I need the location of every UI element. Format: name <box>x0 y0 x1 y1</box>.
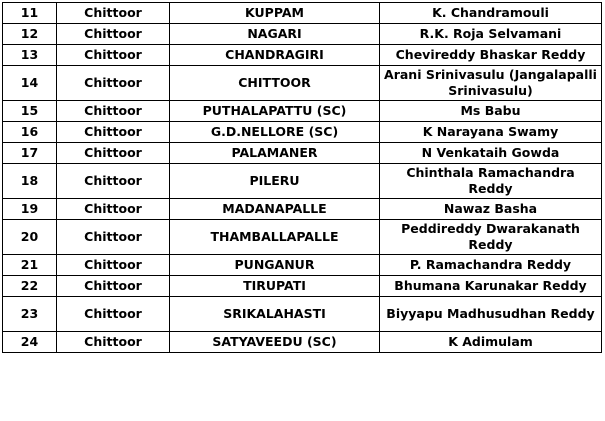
candidate-list <box>2 2 602 353</box>
constituency-cell: SATYAVEEDU (SC) <box>170 332 380 353</box>
table-row <box>3 122 602 143</box>
candidate-name-cell: Arani Srinivasulu (Jangalapalli Srinivasulu) <box>380 66 602 101</box>
candidate-name-cell: K Narayana Swamy <box>380 122 602 143</box>
table-row <box>3 143 602 164</box>
district-cell: Chittoor <box>57 3 170 24</box>
serial-number-cell: 23 <box>3 297 57 332</box>
candidate-name-cell: Bhumana Karunakar Reddy <box>380 276 602 297</box>
constituency-cell: CHANDRAGIRI <box>170 45 380 66</box>
district-cell: Chittoor <box>57 101 170 122</box>
constituency-cell: PALAMANER <box>170 143 380 164</box>
candidate-name-cell: Biyyapu Madhusudhan Reddy <box>380 297 602 332</box>
serial-number-cell: 13 <box>3 45 57 66</box>
district-cell: Chittoor <box>57 122 170 143</box>
serial-number-cell: 19 <box>3 199 57 220</box>
constituency-cell: NAGARI <box>170 24 380 45</box>
district-cell: Chittoor <box>57 332 170 353</box>
constituency-cell: SRIKALAHASTI <box>170 297 380 332</box>
candidate-name-cell: R.K. Roja Selvamani <box>380 24 602 45</box>
constituency-cell: KUPPAM <box>170 3 380 24</box>
constituency-cell: PUNGANUR <box>170 255 380 276</box>
serial-number-cell: 17 <box>3 143 57 164</box>
serial-number-cell: 20 <box>3 220 57 255</box>
district-cell: Chittoor <box>57 45 170 66</box>
candidate-name-cell: N Venkataih Gowda <box>380 143 602 164</box>
serial-number-cell: 16 <box>3 122 57 143</box>
table-row <box>3 332 602 353</box>
table-row <box>3 220 602 255</box>
serial-number-cell: 22 <box>3 276 57 297</box>
table-row <box>3 101 602 122</box>
candidate-name-cell: Chevireddy Bhaskar Reddy <box>380 45 602 66</box>
candidate-name-cell: Peddireddy Dwarakanath Reddy <box>380 220 602 255</box>
district-cell: Chittoor <box>57 220 170 255</box>
constituency-cell: PUTHALAPATTU (SC) <box>170 101 380 122</box>
serial-number-cell: 18 <box>3 164 57 199</box>
table-row <box>3 3 602 24</box>
serial-number-cell: 11 <box>3 3 57 24</box>
district-cell: Chittoor <box>57 297 170 332</box>
table-row <box>3 164 602 199</box>
district-cell: Chittoor <box>57 255 170 276</box>
table-row <box>3 297 602 332</box>
table-row <box>3 276 602 297</box>
candidate-name-cell: Chinthala Ramachandra Reddy <box>380 164 602 199</box>
constituency-cell: MADANAPALLE <box>170 199 380 220</box>
serial-number-cell: 24 <box>3 332 57 353</box>
table-row <box>3 199 602 220</box>
serial-number-cell: 12 <box>3 24 57 45</box>
district-cell: Chittoor <box>57 199 170 220</box>
table-row <box>3 45 602 66</box>
candidate-name-cell: K. Chandramouli <box>380 3 602 24</box>
constituency-cell: TIRUPATI <box>170 276 380 297</box>
serial-number-cell: 21 <box>3 255 57 276</box>
serial-number-cell: 15 <box>3 101 57 122</box>
candidate-name-cell: Nawaz Basha <box>380 199 602 220</box>
constituency-cell: THAMBALLAPALLE <box>170 220 380 255</box>
table-body <box>3 3 602 353</box>
table-row <box>3 66 602 101</box>
candidate-table <box>2 2 602 353</box>
district-cell: Chittoor <box>57 24 170 45</box>
constituency-cell: CHITTOOR <box>170 66 380 101</box>
table-row <box>3 24 602 45</box>
candidate-name-cell: Ms Babu <box>380 101 602 122</box>
district-cell: Chittoor <box>57 66 170 101</box>
district-cell: Chittoor <box>57 143 170 164</box>
constituency-cell: PILERU <box>170 164 380 199</box>
table-row <box>3 255 602 276</box>
candidate-name-cell: P. Ramachandra Reddy <box>380 255 602 276</box>
constituency-cell: G.D.NELLORE (SC) <box>170 122 380 143</box>
district-cell: Chittoor <box>57 164 170 199</box>
candidate-name-cell: K Adimulam <box>380 332 602 353</box>
district-cell: Chittoor <box>57 276 170 297</box>
serial-number-cell: 14 <box>3 66 57 101</box>
